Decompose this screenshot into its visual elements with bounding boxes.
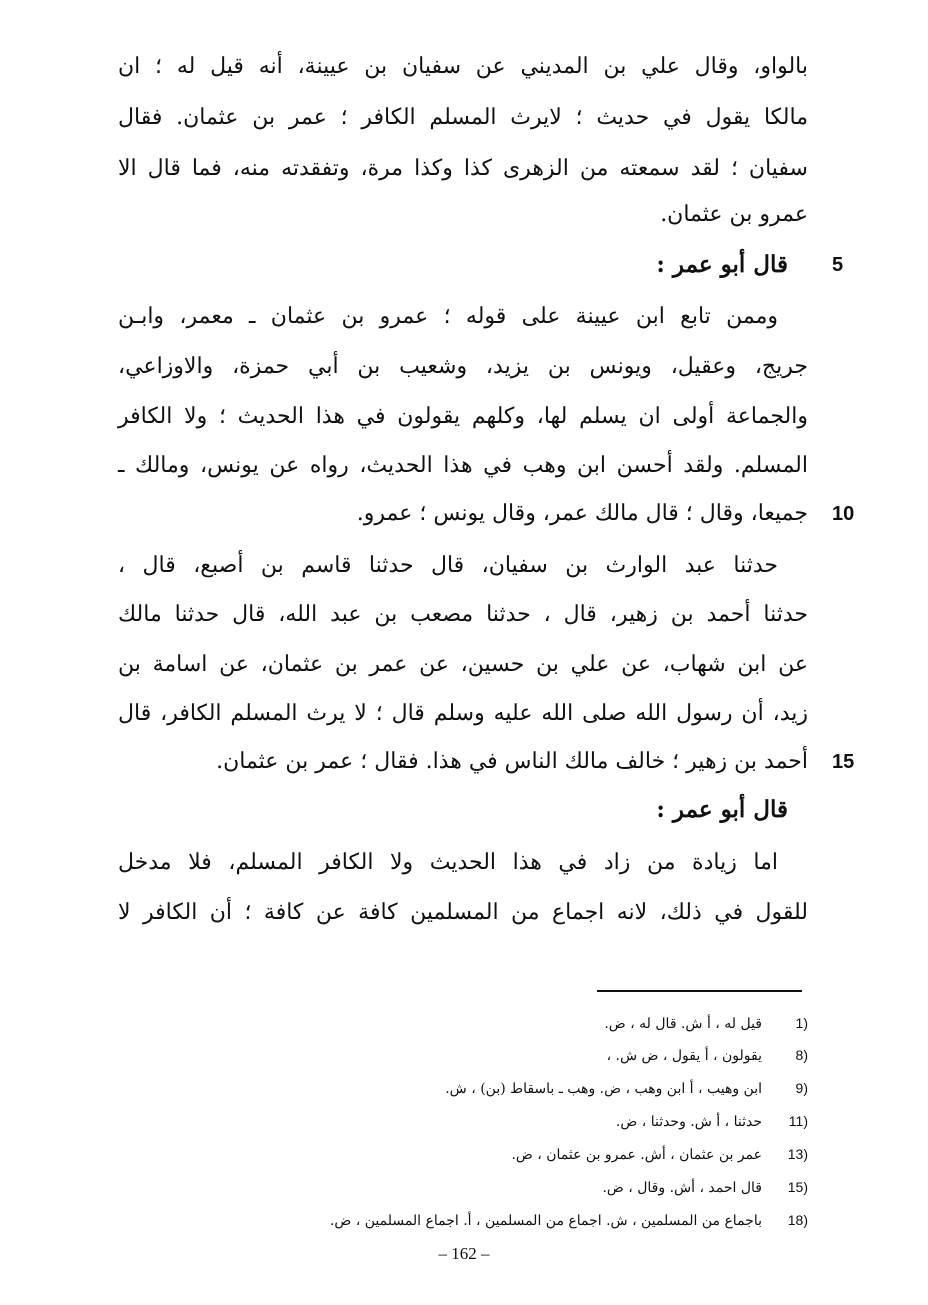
footnote-item (248, 1143, 808, 1166)
text-line-1: بالواو، وقال علي بن المديني عن سفيان بن عيينة، أنه قيل له ؛ ان (118, 54, 808, 79)
footnote-text: ابن وهيب ، أ ابن وهب ، ض. وهب ـ باسقاط (بن) ، ش. (445, 1081, 762, 1097)
section-heading-2: قال أبو عمر : (656, 796, 788, 823)
text-line-9: المسلم. ولقد أحسن ابن وهب في هذا الحديث، رواه عن يونس، ومالك ـ (118, 453, 808, 478)
footnote-number: 13) (787, 1146, 808, 1162)
footnote-number: 8) (795, 1047, 808, 1063)
text-line-10: جميعا، وقال ؛ قال مالك عمر، وقال يونس ؛ عمرو. (356, 501, 808, 526)
line-number-10: 10 (832, 503, 855, 525)
page-number: – 162 – (438, 1244, 490, 1263)
text-line-11: حدثنا عبد الوارث بن سفيان، قال حدثنا قاسم بن أصبع، قال ، (118, 553, 778, 578)
footnote-number: 1) (795, 1015, 808, 1031)
footnote-item (248, 1077, 808, 1100)
footnote-number: 18) (787, 1212, 808, 1228)
footnote-item (248, 1044, 808, 1067)
footnote-number: 15) (787, 1179, 808, 1195)
text-line-6: وممن تابع ابن عيينة على قوله ؛ عمرو بن عثمان ـ معمر، وابـن (118, 304, 778, 329)
text-line-4: عمرو بن عثمان. (660, 202, 808, 227)
footnote-item (248, 1012, 808, 1035)
footnote-number: 11) (788, 1113, 808, 1129)
footnote-separator (597, 990, 802, 992)
footnote-text: قيل له ، أ ش. قال له ، ض. (604, 1016, 762, 1032)
text-line-2: مالكا يقول في حديث ؛ لايرث المسلم الكافر ؛ عمر بن عثمان. فقال (118, 105, 808, 130)
text-line-3: سفيان ؛ لقد سمعته من الزهرى كذا وكذا مرة، وتفقدته منه، فما قال الا (118, 156, 808, 181)
text-line-15: أحمد بن زهير ؛ خالف مالك الناس في هذا. فقال ؛ عمر بن عثمان. (216, 749, 808, 774)
section-heading-1: قال أبو عمر : (656, 251, 788, 278)
footnote-text: عمر بن عثمان ، أش. عمرو بن عثمان ، ض. (511, 1147, 762, 1163)
text-line-8: والجماعة أولى ان يسلم لها، وكلهم يقولون في هذا الحديث ؛ ولا الكافر (118, 404, 808, 429)
footnote-text: باجماع من المسلمين ، ش. اجماع من المسلمين ، أ. اجماع المسلمين ، ض. (329, 1213, 762, 1229)
footnote-item (248, 1209, 808, 1232)
footnote-text: يقولون ، أ يقول ، ض ش. ، (606, 1048, 762, 1064)
footnote-text: حدثنا ، أ ش. وحدثنا ، ض. (615, 1114, 762, 1130)
footnote-item (248, 1110, 808, 1133)
text-line-13: عن ابن شهاب، عن علي بن حسين، عن عمر بن عثمان، عن اسامة بن (118, 652, 808, 677)
text-line-12: حدثنا أحمد بن زهير، قال ، حدثنا مصعب بن عبد الله، قال حدثنا مالك (118, 602, 808, 627)
text-line-7: جريج، وعقيل، ويونس بن يزيد، وشعيب بن أبي حمزة، والاوزاعي، (118, 354, 808, 379)
line-number-5: 5 (832, 254, 844, 276)
text-line-17: اما زيادة من زاد في هذا الحديث ولا الكافر المسلم، فلا مدخل (118, 850, 778, 875)
line-number-15: 15 (832, 751, 855, 773)
footnote-number: 9) (795, 1080, 808, 1096)
footnote-item (248, 1176, 808, 1199)
text-line-14: زيد، أن رسول الله صلى الله عليه وسلم قال ؛ لا يرث المسلم الكافر، قال (118, 701, 808, 726)
text-line-18: للقول في ذلك، لانه اجماع من المسلمين كافة عن كافة ؛ أن الكافر لا (118, 900, 808, 925)
footnote-text: قال احمد ، أش. وقال ، ض. (602, 1180, 762, 1196)
